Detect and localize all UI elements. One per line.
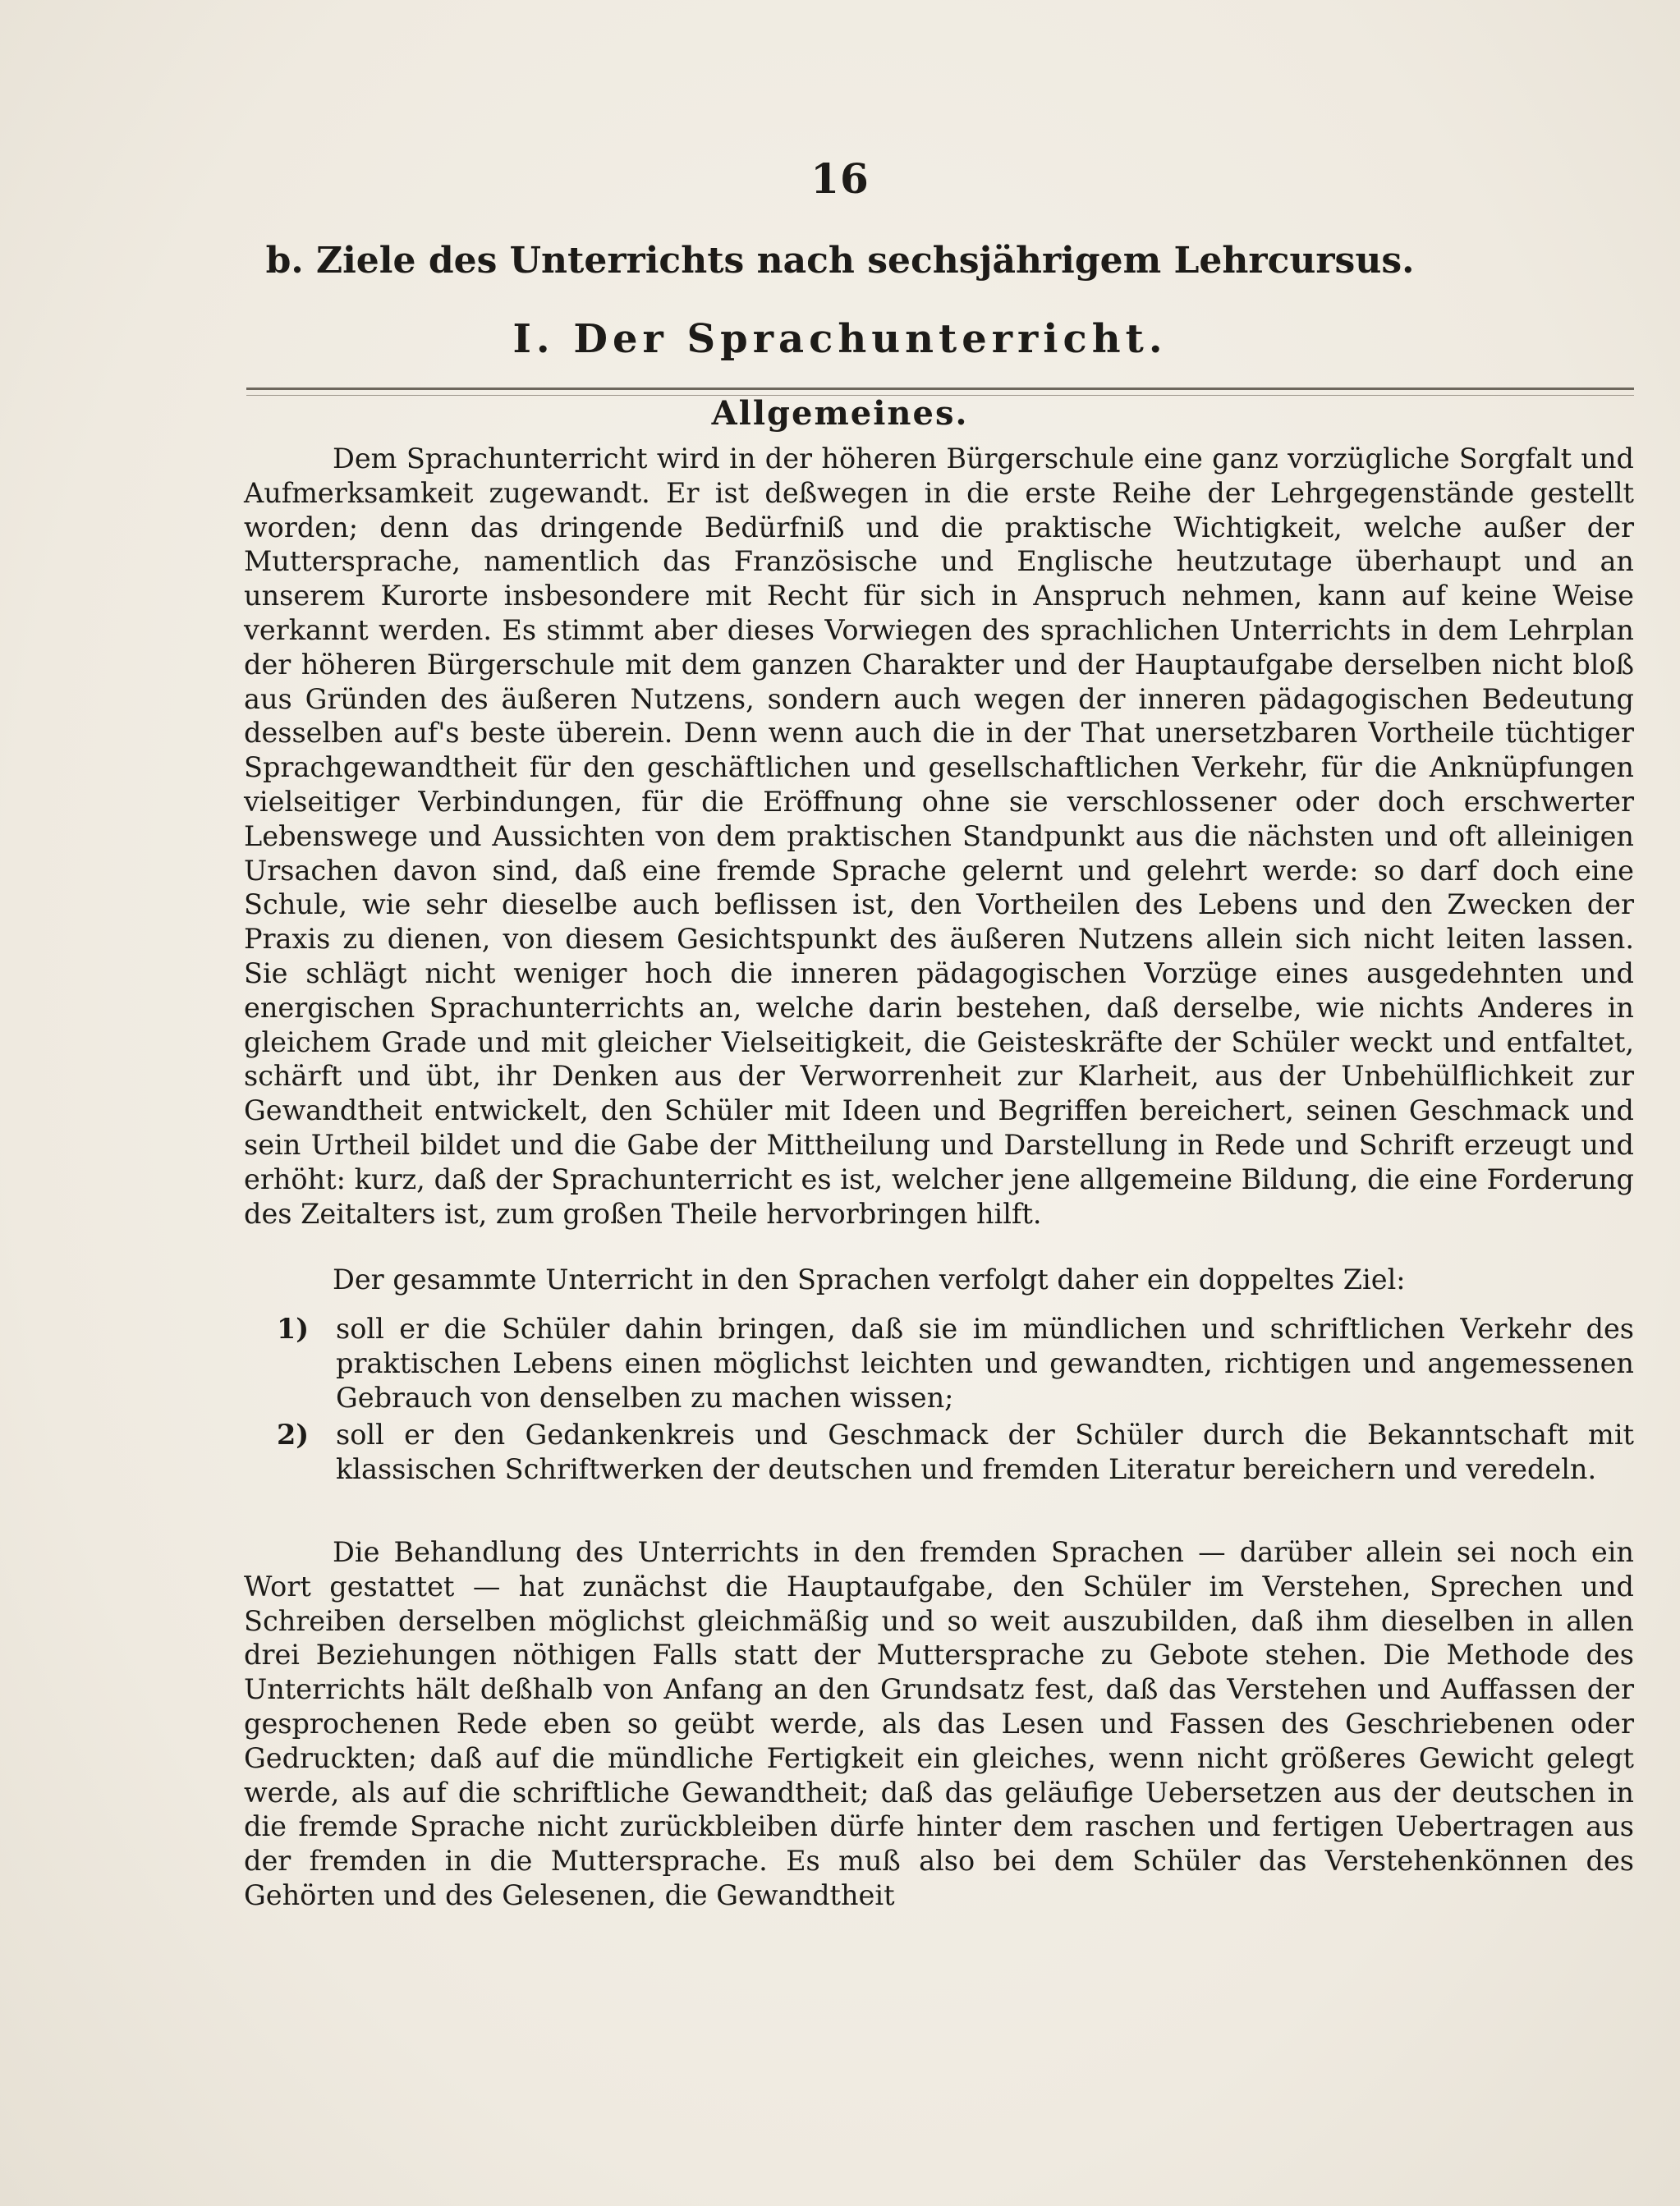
horizontal-rule — [246, 388, 1634, 390]
list-marker: 1) — [277, 1313, 310, 1345]
list-item — [244, 1312, 1634, 1415]
goal-list-2 — [244, 1418, 1634, 1487]
list-item-text: soll er den Gedankenkreis und Geschmack der Schüler durch die Bekanntschaft mit klassischen Schriftwerken der deutschen und fremden Literatur bereichern und veredeln. — [336, 1419, 1634, 1485]
goal-list-1 — [244, 1312, 1634, 1415]
paragraph-introduction: Dem Sprachunterricht wird in der höheren Bürgerschule eine ganz vorzügliche Sorgfalt und Aufmerksamkeit zugewandt. Er ist deßwegen in die erste Reihe der Lehrgegenstände gestellt worden; denn das dringende Bedürfniß und die praktische Wichtigkeit, welche außer der Muttersprache, namentlich das Französische und Englische heutzutage überhaupt und an unserem Kurorte insbesondere mit Recht für sich in Anspruch nehmen, kann auf keine Weise verkannt werden. Es stimmt aber dieses Vorwiegen des sprachlichen Unterrichts in dem Lehrplan der höheren Bürgerschule mit dem ganzen Charakter und der Hauptaufgabe derselben nicht bloß aus Gründen des äußeren Nutzens, sondern auch wegen der inneren pädagogischen Bedeutung desselben auf's beste überein. Denn wenn auch die in der That unersetzbaren Vortheile tüchtiger Sprachgewandtheit für den geschäftlichen und gesellschaftlichen Verkehr, für die Anknüpfungen vielseitiger Verbindungen, für die Eröffnung ohne sie verschlossener oder doch erschwerter Lebenswege und Aussichten von dem praktischen Standpunkt aus die nächsten und oft alleinigen Ursachen davon sind, daß eine fremde Sprache gelernt und gelehrt werde: so darf doch eine Schule, wie sehr dieselbe auch beflissen ist, den Vortheilen des Lebens und den Zwecken der Praxis zu dienen, von diesem Gesichtspunkt des äußeren Nutzens allein sich nicht leiten lassen. Sie schlägt nicht weniger hoch die inneren pädagogischen Vorzüge eines ausgedehnten und energischen Sprachunterrichts an, welche darin bestehen, daß derselbe, wie nichts Anderes in gleichem Grade und mit gleicher Vielseitigkeit, die Geisteskräfte der Schüler weckt und entfaltet, schärft und übt, ihr Denken aus der Verworrenheit zur Klarheit, aus der Unbehülflichkeit zur Gewandtheit entwickelt, den Schüler mit Ideen und Begriffen bereichert, seinen Geschmack und sein Urtheil bildet und die Gabe der Mittheilung und Darstellung in Rede und Schrift erzeugt und erhöht: kurz, daß der Sprachunterricht es ist, welcher jene allgemeine Bildung, die eine Forderung des Zeitalters ist, zum großen Theile hervorbringen hilft. — [244, 443, 1634, 1230]
section-title: b. Ziele des Unterrichts nach sechsjährigem Lehrcursus. — [265, 240, 1415, 282]
paragraph-goal: Der gesammte Unterricht in den Sprachen verfolgt daher ein doppeltes Ziel: — [333, 1264, 1406, 1296]
page-number: 16 — [810, 154, 870, 203]
paragraph-method: Die Behandlung des Unterrichts in den fremden Sprachen — darüber allein sei noch ein Wort gestattet — hat zunächst die Hauptaufgabe, den Schüler im Verstehen, Sprechen und Schreiben derselben möglichst gleichmäßig und so weit auszubilden, daß ihm dieselben in allen drei Beziehungen nöthigen Falls statt der Muttersprache zu Gebote stehen. Die Methode des Unterrichts hält deßhalb von Anfang an den Grundsatz fest, daß das Verstehen und Auffassen der gesprochenen Rede eben so geübt werde, als das Lesen und Fassen des Geschriebenen oder Gedruckten; daß auf die mündliche Fertigkeit ein gleiches, wenn nicht größeres Gewicht gelegt werde, als auf die schriftliche Gewandtheit; daß das geläufige Uebersetzen aus der deutschen in die fremde Sprache nicht zurückbleiben dürfe hinter dem raschen und fertigen Uebertragen aus der fremden in die Muttersprache. Es muß also bei dem Schüler das Verstehenkönnen des Gehörten und des Gelesenen, die Gewandtheit — [244, 1536, 1634, 1911]
chapter-title: I. Der Sprachunterricht. — [512, 316, 1168, 362]
sub-title: Allgemeines. — [711, 394, 969, 433]
list-marker: 2) — [277, 1419, 310, 1451]
list-item-text: soll er die Schüler dahin bringen, daß sie im mündlichen und schriftlichen Verkehr des praktischen Lebens einen möglichst leichten und gewandten, richtigen und angemessenen Gebrauch von denselben zu machen wissen; — [336, 1313, 1634, 1414]
list-item — [244, 1418, 1634, 1487]
